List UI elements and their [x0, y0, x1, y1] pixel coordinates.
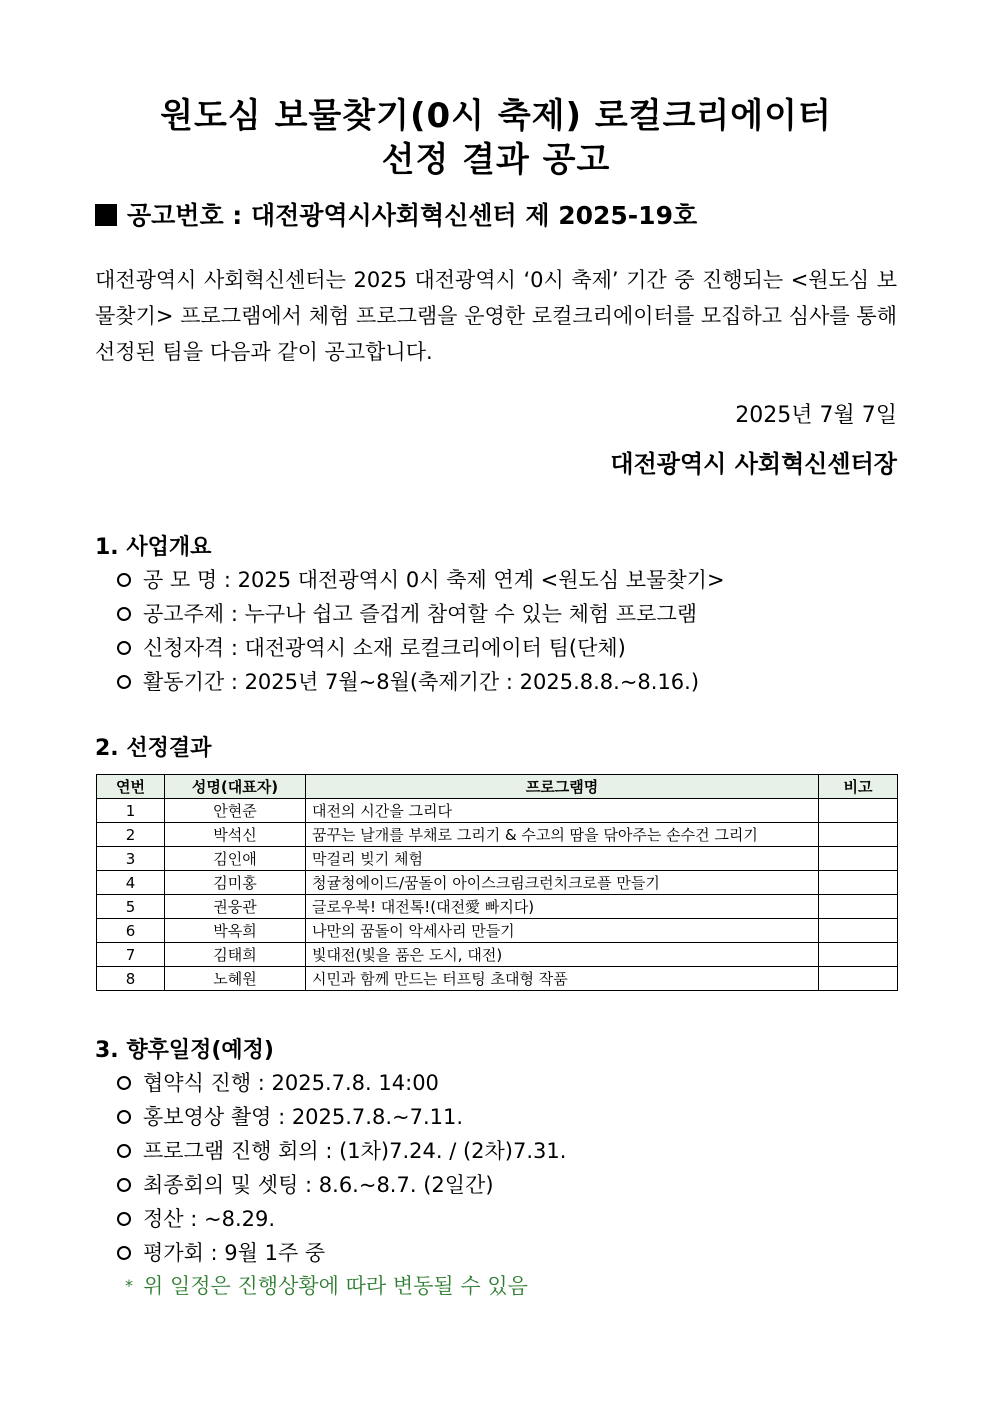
circle-bullet-icon [117, 607, 131, 621]
list-item: 프로그램 진행 회의 : (1차)7.24. / (2차)7.31. [117, 1134, 566, 1168]
section-1-list [117, 563, 725, 699]
list-item: 최종회의 및 셋팅 : 8.6.~8.7. (2일간) [117, 1168, 566, 1202]
section-2-heading: 2. 선정결과 [95, 736, 212, 761]
table-row: 6 박옥희 나만의 꿈돌이 악세사리 만들기 [97, 919, 898, 943]
section-1-heading: 1. 사업개요 [95, 535, 212, 560]
list-item: 홍보영상 촬영 : 2025.7.8.~7.11. [117, 1100, 566, 1134]
circle-bullet-icon [117, 1178, 131, 1192]
circle-bullet-icon [117, 1110, 131, 1124]
header-remarks: 비고 [819, 775, 898, 799]
title-line-2: 선정 결과 공고 [381, 140, 611, 180]
circle-bullet-icon [117, 675, 131, 689]
header-number: 연번 [97, 775, 165, 799]
black-square-icon [95, 204, 117, 226]
circle-bullet-icon [117, 1076, 131, 1090]
list-item: 공고주제 : 누구나 쉽고 즐겁게 참여할 수 있는 체험 프로그램 [117, 597, 725, 631]
circle-bullet-icon [117, 641, 131, 655]
section-3-heading: 3. 향후일정(예정) [95, 1038, 274, 1063]
schedule-note [125, 1270, 528, 1300]
table-row: 8 노혜원 시민과 함께 만드는 터프팅 초대형 작품 [97, 967, 898, 991]
table-row: 2 박석신 꿈꾸는 날개를 부채로 그리기 & 수고의 땀을 닦아주는 손수건 그리기 [97, 823, 898, 847]
selection-result-table [96, 774, 898, 991]
notice-date: 2025년 7월 7일 [735, 403, 897, 428]
table-row: 7 김태희 빛대전(빛을 품은 도시, 대전) [97, 943, 898, 967]
circle-bullet-icon [117, 1212, 131, 1226]
signer: 대전광역시 사회혁신센터장 [610, 450, 897, 478]
list-item: 신청자격 : 대전광역시 소재 로컬크리에이터 팀(단체) [117, 631, 725, 665]
table-row: 3 김인애 막걸리 빚기 체험 [97, 847, 898, 871]
header-name: 성명(대표자) [165, 775, 306, 799]
intro-paragraph: 대전광역시 사회혁신센터는 2025 대전광역시 ‘0시 축제’ 기간 중 진행되는 <원도심 보물찾기> 프로그램에서 체험 프로그램을 운영한 로컬크리에이터를 모집하고 심사를 통해 선정된 팀을 다음과 같이 공고합니다. [95, 268, 897, 364]
list-item: 평가회 : 9월 1주 중 [117, 1236, 566, 1270]
circle-bullet-icon [117, 1246, 131, 1260]
list-item: 정산 : ~8.29. [117, 1202, 566, 1236]
circle-bullet-icon [117, 573, 131, 587]
table-header-row [97, 775, 898, 799]
list-item: 활동기간 : 2025년 7월~8월(축제기간 : 2025.8.8.~8.16.) [117, 665, 725, 699]
notice-number [95, 196, 697, 232]
table-row: 1 안현준 대전의 시간을 그리다 [97, 799, 898, 823]
notice-number-text: 공고번호 : 대전광역시사회혁신센터 제 2025-19호 [127, 201, 698, 230]
header-program: 프로그램명 [306, 775, 819, 799]
schedule-note-text: 위 일정은 진행상황에 따라 변동될 수 있음 [143, 1274, 528, 1298]
section-3-list [117, 1066, 566, 1270]
asterisk-mark: * [125, 1276, 133, 1295]
table-row: 4 김미홍 청귤청에이드/꿈돌이 아이스크림크런치크로플 만들기 [97, 871, 898, 895]
title-line-1: 원도심 보물찾기(0시 축제) 로컬크리에이터 [160, 96, 832, 136]
circle-bullet-icon [117, 1144, 131, 1158]
table-row: 5 권웅관 글로우북! 대전톡!(대전愛 빠지다) [97, 895, 898, 919]
list-item: 공 모 명 : 2025 대전광역시 0시 축제 연계 <원도심 보물찾기> [117, 563, 725, 597]
list-item: 협약식 진행 : 2025.7.8. 14:00 [117, 1066, 566, 1100]
